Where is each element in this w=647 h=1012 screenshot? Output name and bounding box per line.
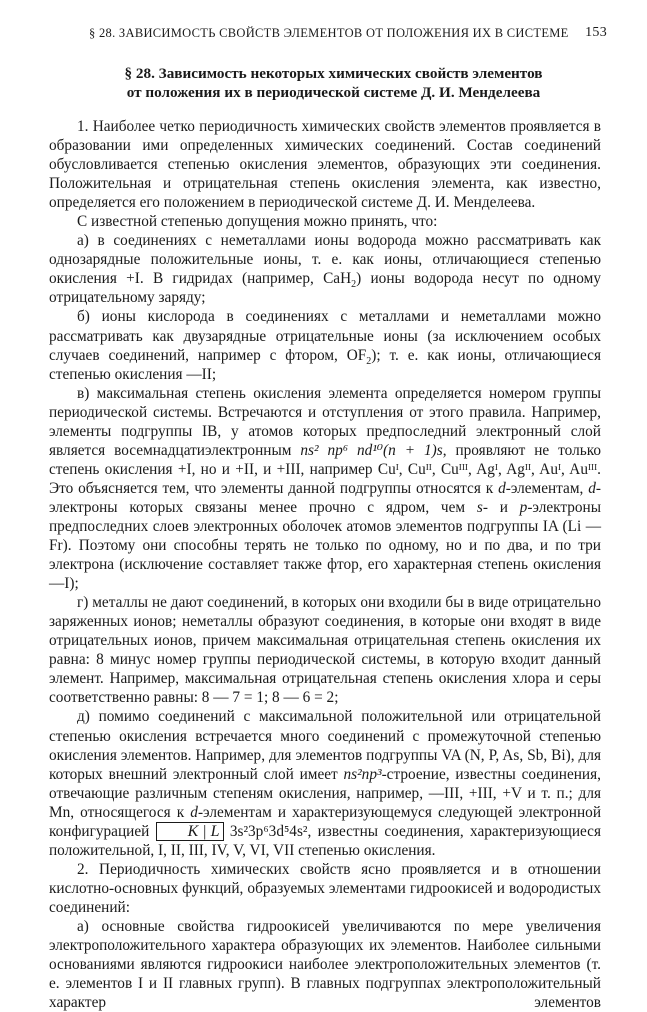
italic-letter: p (519, 498, 528, 516)
italic-letter: d (190, 803, 198, 821)
paragraph-item-a-hydroxides: а) основные свойства гидроокисей увеличиваются по мере увеличения электроположительного характера образующих их элементов. Наиболее сильными основаниями являются гидроокиси наиболее электроположительных элементов (т. е. элементов I и II главных групп). В главных подгруппах электроположительный характер элементов (49, 917, 601, 1012)
formula: ns² np⁶ nd¹⁰(n + 1)s (300, 441, 443, 459)
page-number: 153 (585, 25, 607, 40)
electron-shell-box: K | L (156, 822, 224, 841)
text-run: - и (482, 498, 520, 516)
paragraph-1: 1. Наиболее четко периодичность химических свойств элементов проявляется в образовании ими определенных химических соединений. Состав соединений обусловливается степенью окисления элементов, образующих эти соединения. Положительная и отрицательная степень окисления элемента, как известно, определяется его положением в периодической системе Д. И. Менделеева. (49, 118, 601, 212)
formula: ns²np³ (343, 765, 382, 783)
section-title-line-1: § 28. Зависимость некоторых химических свойств элементов (124, 65, 543, 82)
subscript: 2 (351, 279, 357, 291)
paragraph-item-g-metals: г) металлы не дают соединений, в которых они входили бы в виде отрицательно заряженных ионов; неметаллы образуют соединения, в которые они входят в виде отрицательных ионов, причем максимальная отрицательная степень окисления их равна: 8 минус номер группы периодической системы, в которую входит данный элемент. Например, максимальная отрицательная степень окисления хлора и серы соответственно равны: 8 — 7 = 1; 8 — 6 = 2; (49, 594, 601, 707)
italic-letter: s (476, 498, 483, 516)
text-run: в) максимальная степень окисления элемента определяется номером группы периодической системы. Встречаются и отступления от этого правила. Например, элементы подгруппы IB, у атомов которых предпоследний электронный слой является восемнадцатиэлектронным (49, 384, 601, 459)
italic-letter: d (498, 479, 506, 497)
section-heading (60, 64, 607, 102)
paragraph-2-acid-base: 2. Периодичность химических свойств ясно проявляется и в отношении кислотно-основных функций, образуемых элементами гидроокисей и водородистых соединений: (49, 860, 601, 916)
text-run: 3s²3p⁶3d⁵4s², известны соединения, характеризующиеся положительной, I, II, III, IV, V, VI, VII степенью окисления. (49, 822, 602, 859)
text-run: а) в соединениях с неметаллами ионы водорода можно рассматривать как однозарядные положительные ионы, т. е. как ионы, отличающиеся степенью окисления +I. В гидридах (например, CaH (49, 232, 601, 288)
text-run: б) ионы кислорода в соединениях с металлами и неметаллами можно рассматривать как двузарядные отрицательные ионы (за исключением особых случаев соединений, например с фтором, OF (49, 308, 601, 364)
text-run: , проявляют не только степень окисления +I, но и +II, и +III, например Cuᴵ, Cuᴵᴵ, Cuᴵᴵᴵ, Agᴵ, Agᴵᴵ, Auᴵ, Auᴵᴵᴵ. Это объясняется тем, что элементы данной подгруппы относятся к (49, 441, 602, 497)
paragraph-2: С известной степенью допущения можно принять, что: (77, 213, 438, 231)
text-run: -элементам и характеризующемуся следующей электронной конфигурацией (49, 803, 602, 840)
italic-letter: d (588, 479, 596, 497)
running-head-title: § 28. ЗАВИСИМОСТЬ СВОЙСТВ ЭЛЕМЕНТОВ ОТ ПОЛОЖЕНИЯ ИХ В СИСТЕМЕ (89, 26, 569, 40)
text-run: -элементам, (505, 479, 589, 497)
text-run: -электроны которых связаны менее прочно с ядром, чем (49, 479, 601, 516)
body-text (49, 117, 601, 1012)
text-run: ) ионы водорода несут по одному отрицательному заряду; (49, 270, 601, 307)
paragraph-item-b-oxygen (49, 307, 601, 383)
text-run: ); т. е. как ионы, отличающиеся степенью окисления —II; (49, 346, 601, 383)
text-run: д) помимо соединений с максимальной положительной или отрицательной степенью окисления встречается много соединений с промежуточной степенью окисления элементов. Например, для элементов подгруппы VA (N, P, As, Sb, Bi), для которых внешний электронный слой имеет (49, 708, 601, 783)
text-run: -строение, известны соединения, отвечающие различным степеням окисления, например, —III, +III, +V и т. п.; для Mn, относящегося к (49, 765, 601, 821)
paragraph-item-d-intermediate (49, 707, 601, 859)
paragraph-item-a-hydrogen (49, 231, 601, 307)
running-head (89, 22, 607, 44)
section-title-line-2: от положения их в периодической системе Д. И. Менделеева (126, 84, 541, 101)
paragraph-item-v-max-oxidation (49, 384, 601, 594)
subscript: 2 (366, 355, 372, 367)
text-run: -электроны предпоследних слоев электронных оболочек атомов элементов подгруппы IA (Li — Fr). Поэтому они способны терять не только по одному, но и по два, и по три электрона (исключение составляет также фтор, его характерная степень окисления —I); (49, 498, 601, 593)
